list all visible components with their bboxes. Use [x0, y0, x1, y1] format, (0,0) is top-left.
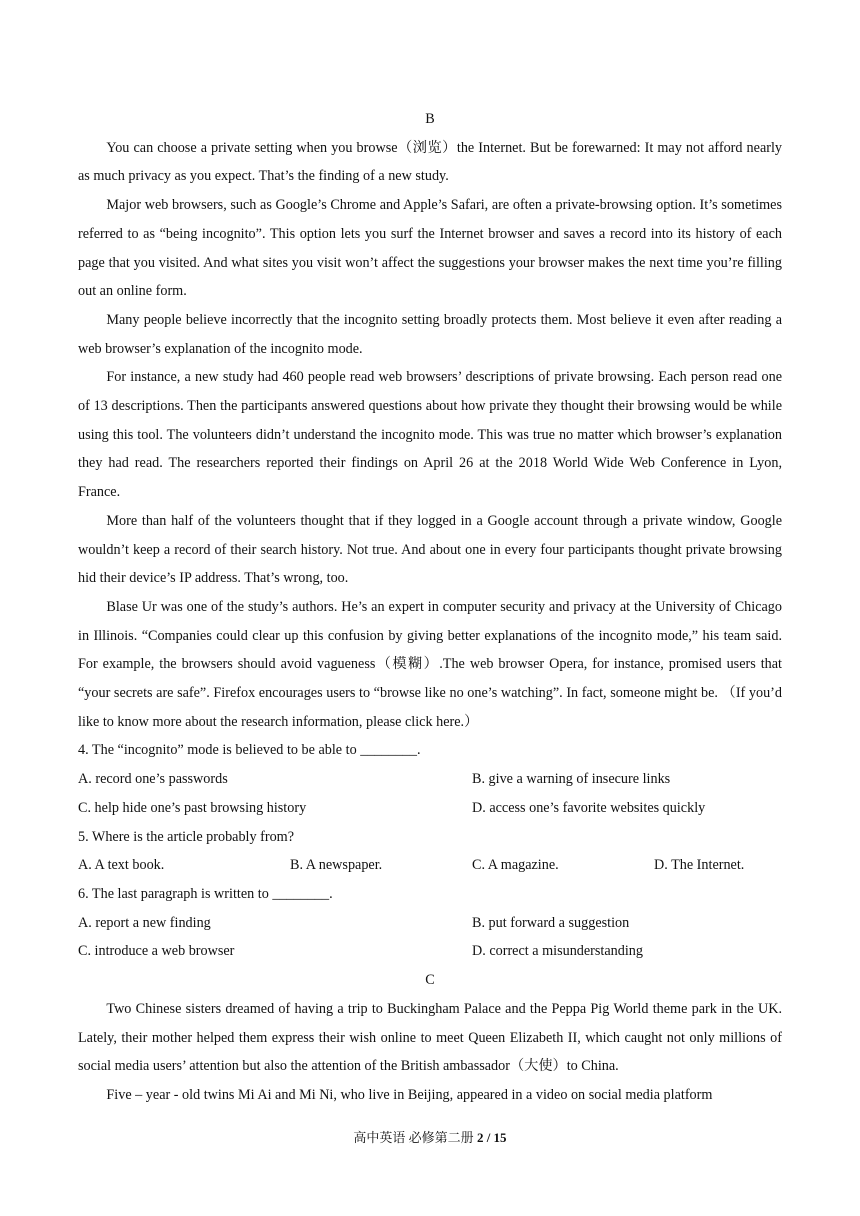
document-page [78, 105, 782, 1110]
question-4-options-row-1 [78, 765, 782, 794]
question-6-options-row-1 [78, 909, 782, 938]
option-b: B. give a warning of insecure links [472, 771, 671, 788]
option-d: D. access one’s favorite websites quickly [472, 799, 706, 816]
paragraph: More than half of the volunteers thought that if they logged in a Google account through a private window, Google wouldn’t keep a record of their search history. Not true. And about one in every four participants thought private browsing hid their device’s IP address. That’s wrong, too. [78, 512, 782, 587]
paragraph: Five – year - old twins Mi Ai and Mi Ni, who live in Beijing, appeared in a video on social media platform [106, 1086, 713, 1103]
option-c: C. help hide one’s past browsing history [78, 799, 307, 816]
question-5-stem: 5. Where is the article probably from? [78, 828, 295, 845]
paragraph: Many people believe incorrectly that the incognito setting broadly protects them. Most believe it even after reading a web browser’s explanation of the incognito mode. [78, 311, 782, 357]
paragraph: Two Chinese sisters dreamed of having a trip to Buckingham Palace and the Peppa Pig World theme park in the UK. Lately, their mother helped them express their wish online to meet Queen Elizabeth II, which caught not only millions of social media users’ attention but also the attention of the British ambassador（大使）to China. [78, 1000, 782, 1075]
option-b: B. A newspaper. [290, 857, 383, 874]
section-b-heading: B [425, 111, 435, 127]
option-a: A. report a new finding [78, 914, 211, 931]
option-a: A. A text book. [78, 857, 165, 874]
page-footer [0, 1127, 860, 1146]
paragraph: You can choose a private setting when you browse（浏览）the Internet. But be forewarned: It may not afford nearly as much privacy as you expect. That’s the finding of a new study. [78, 139, 782, 185]
option-c: C. introduce a web browser [78, 943, 235, 960]
question-4-stem: 4. The “incognito” mode is believed to be able to ________. [78, 742, 421, 759]
option-b: B. put forward a suggestion [472, 914, 630, 931]
question-6-stem: 6. The last paragraph is written to ________. [78, 885, 333, 902]
paragraph: Blase Ur was one of the study’s authors. He’s an expert in computer security and privacy at the University of Chicago in Illinois. “Companies could clear up this confusion by giving better explanations of the incognito mode,” his team said. For example, the browsers should avoid vagueness（模糊）.The web browser Opera, for instance, promised users that “your secrets are safe”. Firefox encourages users to “browse like no one’s watching”. In fact, someone might be. （If you’d like to know more about the research information, please click here.） [78, 598, 782, 730]
page-number: 2 / 15 [476, 1130, 507, 1145]
question-4-options-row-2 [78, 794, 782, 823]
option-c: C. A magazine. [472, 857, 559, 874]
option-a: A. record one’s passwords [78, 771, 228, 788]
option-d: D. correct a misunderstanding [472, 943, 643, 960]
footer-title: 高中英语 必修第二册 [353, 1130, 474, 1145]
section-c-heading: C [425, 972, 435, 989]
option-d: D. The Internet. [654, 857, 745, 874]
paragraph: Major web browsers, such as Google’s Chrome and Apple’s Safari, are often a private-browsing option. It’s sometimes referred to as “being incognito”. This option lets you surf the Internet browser and saves a record into its history of each page that you visited. And what sites you visit won’t affect the suggestions your browser makes the next time you’re filling out an online form. [78, 197, 782, 300]
question-5-options-row [78, 851, 782, 880]
question-6-options-row-2 [78, 937, 782, 966]
paragraph: For instance, a new study had 460 people read web browsers’ descriptions of private browsing. Each person read one of 13 descriptions. Then the participants answered questions about how private they thought their browsing would be while using this tool. The volunteers didn’t understand the incognito mode. This was true no matter which browser’s explanation they had read. The researchers reported their findings on April 26 at the 2018 World Wide Web Conference in Lyon, France. [78, 369, 782, 501]
